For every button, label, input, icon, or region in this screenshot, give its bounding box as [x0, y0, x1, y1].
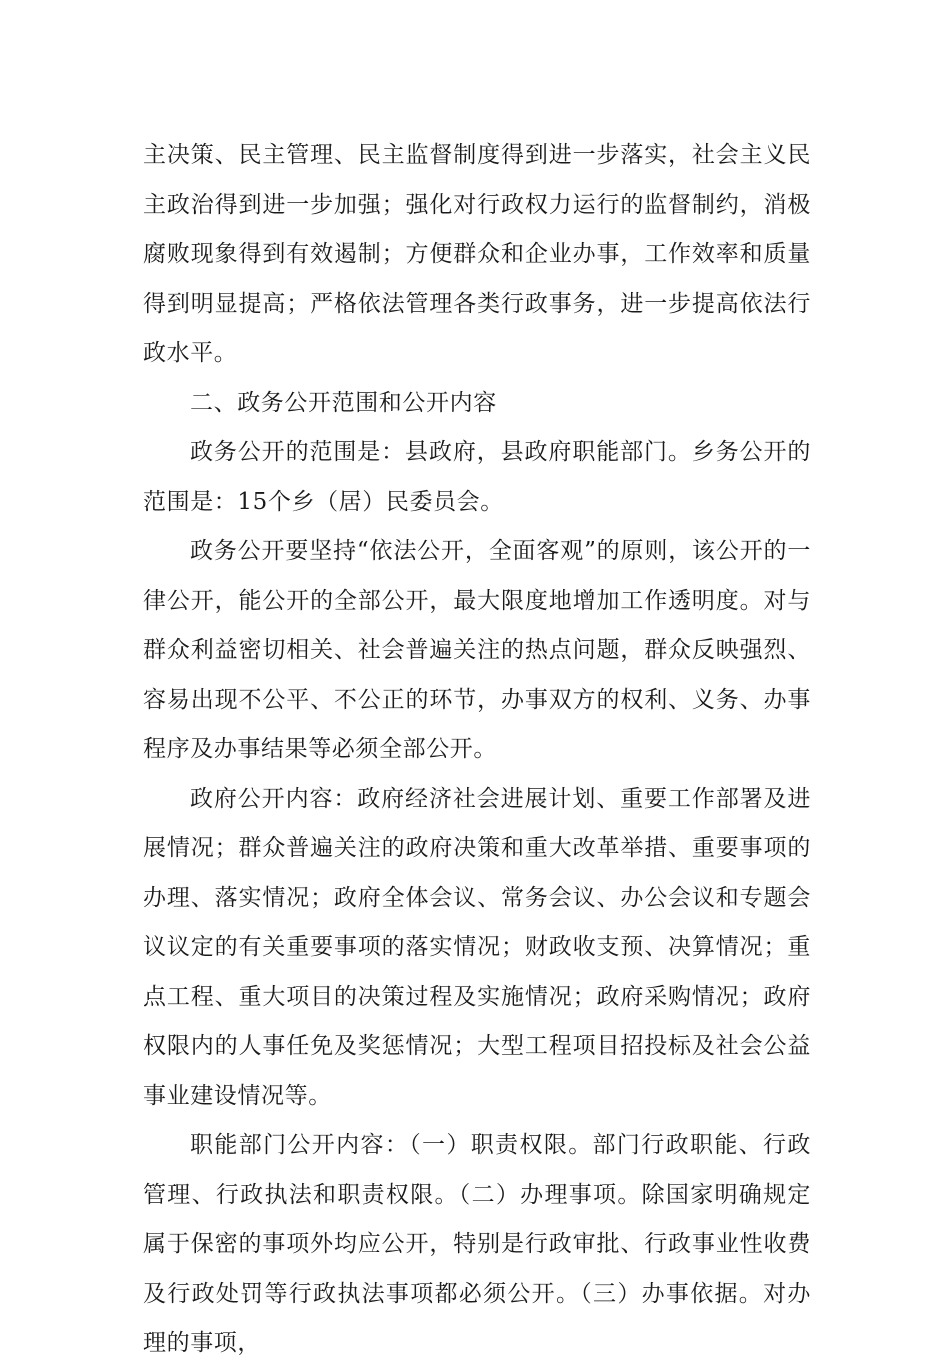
paragraph-department-content: 职能部门公开内容：（一）职责权限。部门行政职能、行政管理、行政执法和职责权限。（二）办理事项。除国家明确规定属于保密的事项外均应公开，特别是行政审批、行政事业性收费及行政处罚等行政执法事项都必须公开。（三）办事依据。对办理的事项，	[143, 1132, 811, 1356]
paragraph-principle: 政务公开要坚持“依法公开，全面客观”的原则，该公开的一律公开，能公开的全部公开，最大限度地增加工作透明度。对与群众利益密切相关、社会普遍关注的热点问题，群众反映强烈、容易出现不公平、不公正的环节，办事双方的权利、义务、办事程序及办事结果等必须全部公开。	[143, 538, 811, 762]
paragraph-continuation: 主决策、民主管理、民主监督制度得到进一步落实，社会主义民主政治得到进一步加强；强化对行政权力运行的监督制约，消极腐败现象得到有效遏制；方便群众和企业办事，工作效率和质量得到明显提高；严格依法管理各类行政事务，进一步提高依法行政水平。	[143, 142, 811, 366]
document-body	[143, 131, 811, 1369]
paragraph-scope: 政务公开的范围是：县政府，县政府职能部门。乡务公开的范围是：15个乡（居）民委员会。	[143, 439, 811, 515]
paragraph-government-content: 政府公开内容：政府经济社会进展计划、重要工作部署及进展情况；群众普遍关注的政府决策和重大改革举措、重要事项的办理、落实情况；政府全体会议、常务会议、办公会议和专题会议议定的有关重要事项的落实情况；财政收支预、决算情况；重点工程、重大项目的决策过程及实施情况；政府采购情况；政府权限内的人事任免及奖惩情况；大型工程项目招投标及社会公益事业建设情况等。	[143, 785, 811, 1109]
section-heading: 二、政务公开范围和公开内容	[190, 389, 497, 416]
